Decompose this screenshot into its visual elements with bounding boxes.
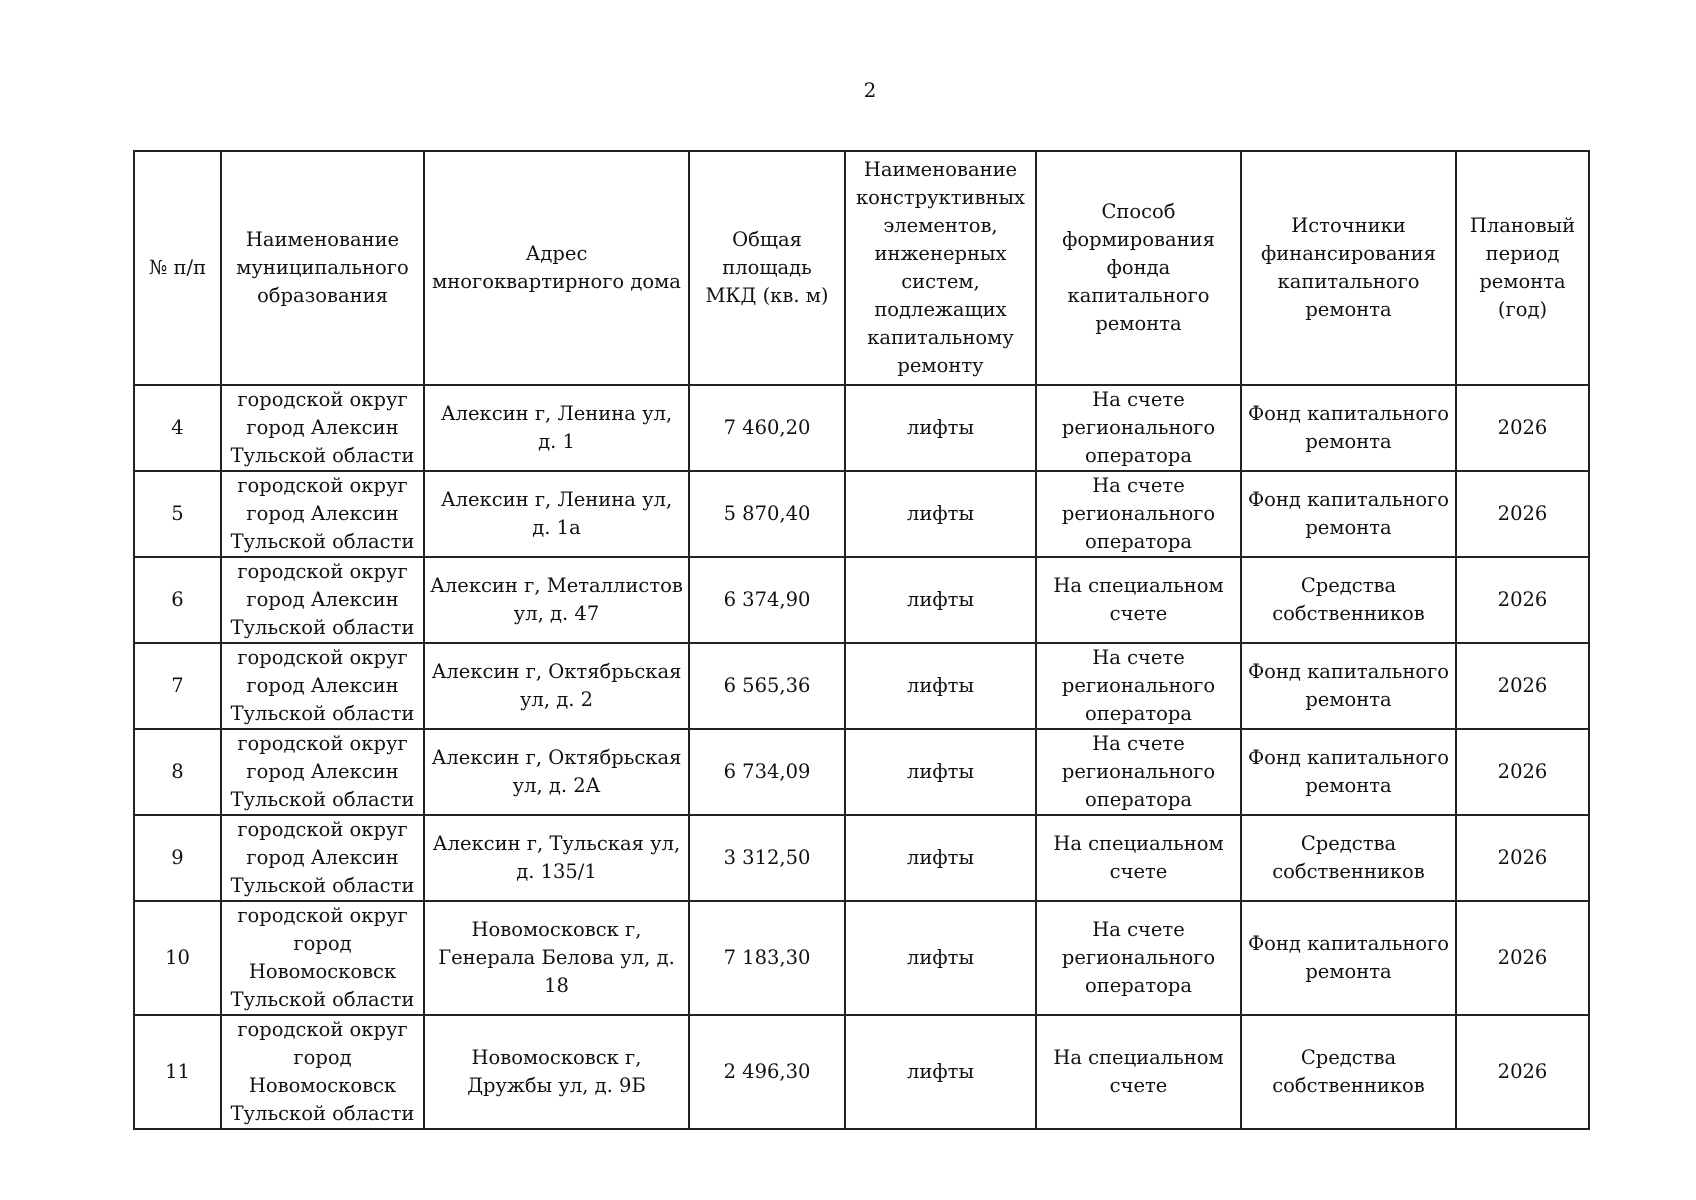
cell-area: 6 565,36: [689, 643, 845, 729]
cell-year: 2026: [1456, 643, 1589, 729]
cell-num: 6: [134, 557, 221, 643]
header-address: Адрес многоквартирного дома: [424, 151, 689, 385]
header-elements: Наименование конструктивных элементов, инженерных систем, подлежащих капитальному ремонту: [845, 151, 1036, 385]
header-num: № п/п: [134, 151, 221, 385]
cell-area: 7 460,20: [689, 385, 845, 471]
table-row: [134, 471, 1589, 557]
cell-year: 2026: [1456, 729, 1589, 815]
cell-year: 2026: [1456, 385, 1589, 471]
cell-area: 3 312,50: [689, 815, 845, 901]
cell-address: Алексин г, Ленина ул, д. 1: [424, 385, 689, 471]
cell-year: 2026: [1456, 557, 1589, 643]
cell-fund-method: На счете регионального оператора: [1036, 385, 1241, 471]
cell-element: лифты: [845, 643, 1036, 729]
cell-address: Алексин г, Металлистов ул, д. 47: [424, 557, 689, 643]
cell-address: Новомосковск г, Дружбы ул, д. 9Б: [424, 1015, 689, 1129]
cell-area: 2 496,30: [689, 1015, 845, 1129]
table-row: [134, 385, 1589, 471]
cell-num: 7: [134, 643, 221, 729]
cell-address: Новомосковск г, Генерала Белова ул, д. 18: [424, 901, 689, 1015]
cell-area: 6 374,90: [689, 557, 845, 643]
header-finance-source: Источники финансирования капитального ремонта: [1241, 151, 1456, 385]
cell-municipality: городской округ город Алексин Тульской области: [221, 471, 424, 557]
cell-element: лифты: [845, 385, 1036, 471]
cell-num: 11: [134, 1015, 221, 1129]
cell-finance-source: Средства собственников: [1241, 1015, 1456, 1129]
header-municipality: Наименование муниципального образования: [221, 151, 424, 385]
cell-element: лифты: [845, 815, 1036, 901]
cell-year: 2026: [1456, 901, 1589, 1015]
cell-municipality: городской округ город Алексин Тульской области: [221, 557, 424, 643]
header-area: Общая площадь МКД (кв. м): [689, 151, 845, 385]
cell-municipality: городской округ город Новомосковск Тульской области: [221, 1015, 424, 1129]
cell-element: лифты: [845, 557, 1036, 643]
cell-num: 10: [134, 901, 221, 1015]
cell-year: 2026: [1456, 471, 1589, 557]
cell-finance-source: Фонд капитального ремонта: [1241, 385, 1456, 471]
cell-municipality: городской округ город Алексин Тульской области: [221, 815, 424, 901]
table-row: [134, 815, 1589, 901]
cell-address: Алексин г, Октябрьская ул, д. 2А: [424, 729, 689, 815]
table-body: [134, 385, 1589, 1129]
cell-fund-method: На специальном счете: [1036, 815, 1241, 901]
cell-fund-method: На счете регионального оператора: [1036, 901, 1241, 1015]
cell-element: лифты: [845, 1015, 1036, 1129]
cell-finance-source: Средства собственников: [1241, 557, 1456, 643]
cell-address: Алексин г, Октябрьская ул, д. 2: [424, 643, 689, 729]
cell-fund-method: На специальном счете: [1036, 557, 1241, 643]
cell-finance-source: Фонд капитального ремонта: [1241, 901, 1456, 1015]
page-number: 2: [863, 78, 877, 102]
cell-municipality: городской округ город Новомосковск Тульской области: [221, 901, 424, 1015]
cell-fund-method: На специальном счете: [1036, 1015, 1241, 1129]
cell-municipality: городской округ город Алексин Тульской области: [221, 643, 424, 729]
cell-municipality: городской округ город Алексин Тульской области: [221, 729, 424, 815]
cell-area: 7 183,30: [689, 901, 845, 1015]
cell-area: 6 734,09: [689, 729, 845, 815]
cell-element: лифты: [845, 471, 1036, 557]
cell-num: 8: [134, 729, 221, 815]
header-fund-method: Способ формирования фонда капитального ремонта: [1036, 151, 1241, 385]
header-year: Плановый период ремонта (год): [1456, 151, 1589, 385]
header-row: [134, 151, 1589, 385]
cell-address: Алексин г, Ленина ул, д. 1а: [424, 471, 689, 557]
table-row: [134, 643, 1589, 729]
table-row: [134, 557, 1589, 643]
cell-finance-source: Фонд капитального ремонта: [1241, 729, 1456, 815]
cell-finance-source: Средства собственников: [1241, 815, 1456, 901]
cell-num: 9: [134, 815, 221, 901]
cell-fund-method: На счете регионального оператора: [1036, 643, 1241, 729]
table-row: [134, 1015, 1589, 1129]
cell-finance-source: Фонд капитального ремонта: [1241, 471, 1456, 557]
table-row: [134, 729, 1589, 815]
cell-area: 5 870,40: [689, 471, 845, 557]
cell-finance-source: Фонд капитального ремонта: [1241, 643, 1456, 729]
cell-num: 5: [134, 471, 221, 557]
cell-element: лифты: [845, 901, 1036, 1015]
cell-fund-method: На счете регионального оператора: [1036, 471, 1241, 557]
cell-year: 2026: [1456, 815, 1589, 901]
table-row: [134, 901, 1589, 1015]
cell-address: Алексин г, Тульская ул, д. 135/1: [424, 815, 689, 901]
cell-fund-method: На счете регионального оператора: [1036, 729, 1241, 815]
cell-num: 4: [134, 385, 221, 471]
cell-element: лифты: [845, 729, 1036, 815]
cell-year: 2026: [1456, 1015, 1589, 1129]
cell-municipality: городской округ город Алексин Тульской области: [221, 385, 424, 471]
repair-registry-table: [133, 150, 1590, 1130]
